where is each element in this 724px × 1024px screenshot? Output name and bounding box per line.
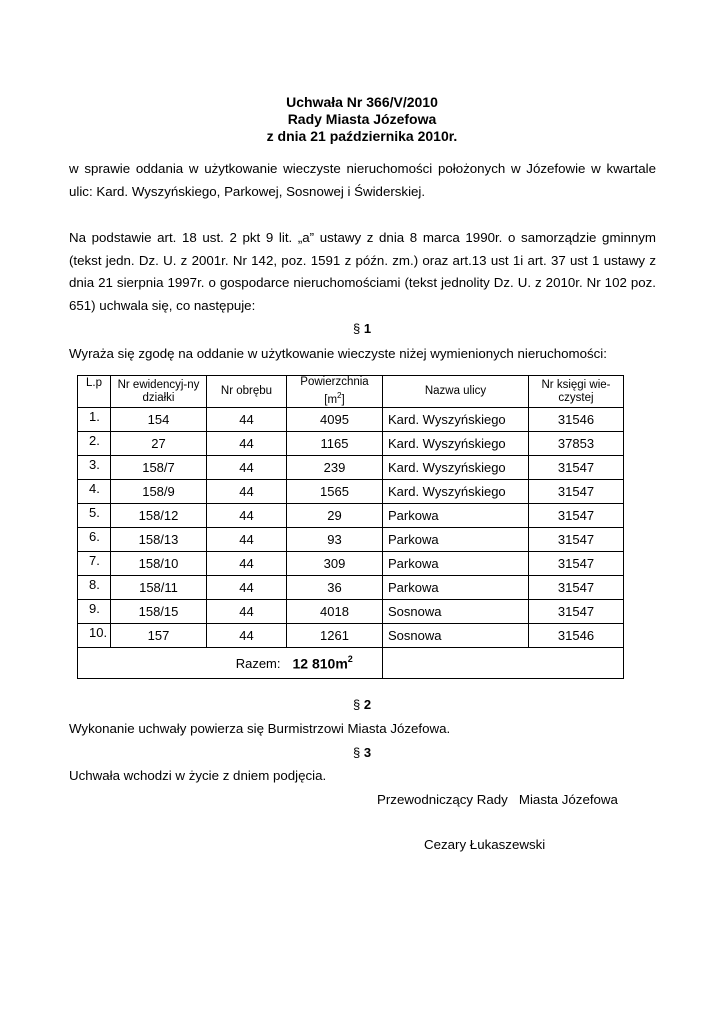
row-land-registry: 31546 <box>529 408 624 432</box>
row-lp: 4. <box>78 480 111 504</box>
row-plot-number: 27 <box>111 432 207 456</box>
row-street: Sosnowa <box>383 600 529 624</box>
row-street: Parkowa <box>383 576 529 600</box>
row-street: Kard. Wyszyńskiego <box>383 480 529 504</box>
row-lp: 3. <box>78 456 111 480</box>
row-land-registry: 31547 <box>529 504 624 528</box>
resolution-date: z dnia 21 października 2010r. <box>266 128 458 144</box>
row-area: 1165 <box>287 432 383 456</box>
row-lp: 6. <box>78 528 111 552</box>
row-precinct-number: 44 <box>207 432 287 456</box>
row-plot-number: 158/12 <box>111 504 207 528</box>
row-lp: 5. <box>78 504 111 528</box>
table-row <box>78 408 624 432</box>
row-street: Parkowa <box>383 552 529 576</box>
row-area: 29 <box>287 504 383 528</box>
row-precinct-number: 44 <box>207 624 287 648</box>
table-header-row <box>78 376 624 408</box>
row-area: 4095 <box>287 408 383 432</box>
table-row <box>78 480 624 504</box>
resolution-number: Uchwała Nr 366/V/2010 <box>286 94 438 110</box>
section-2-heading <box>0 697 724 713</box>
row-lp: 9. <box>78 600 111 624</box>
paragraph-symbol: § <box>352 745 361 760</box>
row-area: 4018 <box>287 600 383 624</box>
header-area-unit: $[m^2]$ <box>324 391 345 406</box>
council-name: Rady Miasta Józefowa <box>287 111 437 127</box>
section-1-heading <box>0 321 724 337</box>
paragraph-symbol: § <box>352 697 361 712</box>
row-lp: 8. <box>78 576 111 600</box>
header-plot-number: Nr ewidencyj-ny działki <box>111 376 207 408</box>
row-area: 1261 <box>287 624 383 648</box>
table-row <box>78 456 624 480</box>
table-row <box>78 504 624 528</box>
table-row <box>78 600 624 624</box>
row-precinct-number: 44 <box>207 480 287 504</box>
table-row <box>78 552 624 576</box>
header-land-registry: Nr księgi wie-czystej <box>529 376 624 408</box>
section-number: 1 <box>363 321 372 336</box>
row-land-registry: 37853 <box>529 432 624 456</box>
row-plot-number: 158/15 <box>111 600 207 624</box>
row-area: 239 <box>287 456 383 480</box>
row-plot-number: 158/10 <box>111 552 207 576</box>
section-number: 2 <box>363 697 372 712</box>
total-label: Razem: <box>78 648 287 679</box>
row-plot-number: 158/13 <box>111 528 207 552</box>
row-area: 309 <box>287 552 383 576</box>
plots-table <box>77 375 624 679</box>
row-land-registry: 31546 <box>529 624 624 648</box>
row-land-registry: 31547 <box>529 552 624 576</box>
row-street: Kard. Wyszyńskiego <box>383 432 529 456</box>
section-3-text: Uchwała wchodzi w życie z dniem podjęcia. <box>69 768 327 783</box>
row-precinct-number: 44 <box>207 528 287 552</box>
row-street: Kard. Wyszyńskiego <box>383 408 529 432</box>
resolution-subject: w sprawie oddania w użytkowanie wieczyste nieruchomości położonych w Józefowie w kwartale ulic: Kard. Wyszyńskiego, Parkowej, Sosnowej i Świderskiej. <box>69 161 656 199</box>
row-land-registry: 31547 <box>529 480 624 504</box>
row-lp: 1. <box>78 408 111 432</box>
row-street: Parkowa <box>383 528 529 552</box>
header-area <box>287 376 383 408</box>
table-row <box>78 528 624 552</box>
header-street: Nazwa ulicy <box>383 376 529 408</box>
section-number: 3 <box>363 745 372 760</box>
row-area: 36 <box>287 576 383 600</box>
row-street: Sosnowa <box>383 624 529 648</box>
row-street: Parkowa <box>383 504 529 528</box>
signatory-name: Cezary Łukaszewski <box>424 837 546 852</box>
row-area: 93 <box>287 528 383 552</box>
total-value: 12 $810m^2$ <box>287 648 383 679</box>
table-row <box>78 624 624 648</box>
section-3-heading <box>0 745 724 761</box>
section-1-text: Wyraża się zgodę na oddanie w użytkowanie wieczyste niżej wymienionych nieruchomości: <box>69 346 607 361</box>
row-area: 1565 <box>287 480 383 504</box>
row-precinct-number: 44 <box>207 600 287 624</box>
row-land-registry: 31547 <box>529 528 624 552</box>
header-precinct-number: Nr obrębu <box>207 376 287 408</box>
row-plot-number: 154 <box>111 408 207 432</box>
row-land-registry: 31547 <box>529 576 624 600</box>
total-row <box>78 648 624 679</box>
table-row <box>78 432 624 456</box>
row-land-registry: 31547 <box>529 600 624 624</box>
legal-basis: Na podstawie art. 18 ust. 2 pkt 9 lit. „a” ustawy z dnia 8 marca 1990r. o samorządzie gminnym (tekst jedn. Dz. U. z 2001r. Nr 142, poz. 1591 z późn. zm.) oraz art.13 ust 1i art. 37 ust 1 ustawy z dnia 21 sierpnia 1997r. o gospodarce nieruchomościami (tekst jednolity Dz. U. z 2010r. Nr 102 poz. 651) uchwala się, co następuje: <box>69 230 656 313</box>
row-precinct-number: 44 <box>207 552 287 576</box>
table-row <box>78 576 624 600</box>
row-street: Kard. Wyszyńskiego <box>383 456 529 480</box>
header-lp: L.p <box>78 376 111 408</box>
section-2-text: Wykonanie uchwały powierza się Burmistrzowi Miasta Józefowa. <box>69 721 451 736</box>
total-empty-cell <box>383 648 624 679</box>
header-area-label: Powierzchnia <box>300 376 369 389</box>
row-lp: 2. <box>78 432 111 456</box>
row-precinct-number: 44 <box>207 576 287 600</box>
row-precinct-number: 44 <box>207 504 287 528</box>
row-plot-number: 158/11 <box>111 576 207 600</box>
row-land-registry: 31547 <box>529 456 624 480</box>
row-plot-number: 158/9 <box>111 480 207 504</box>
row-precinct-number: 44 <box>207 408 287 432</box>
row-plot-number: 157 <box>111 624 207 648</box>
row-lp: 7. <box>78 552 111 576</box>
row-precinct-number: 44 <box>207 456 287 480</box>
signatory-role: Przewodniczący Rady Miasta Józefowa <box>377 792 618 807</box>
paragraph-symbol: § <box>352 321 361 336</box>
row-lp: 10. <box>78 624 111 648</box>
row-plot-number: 158/7 <box>111 456 207 480</box>
